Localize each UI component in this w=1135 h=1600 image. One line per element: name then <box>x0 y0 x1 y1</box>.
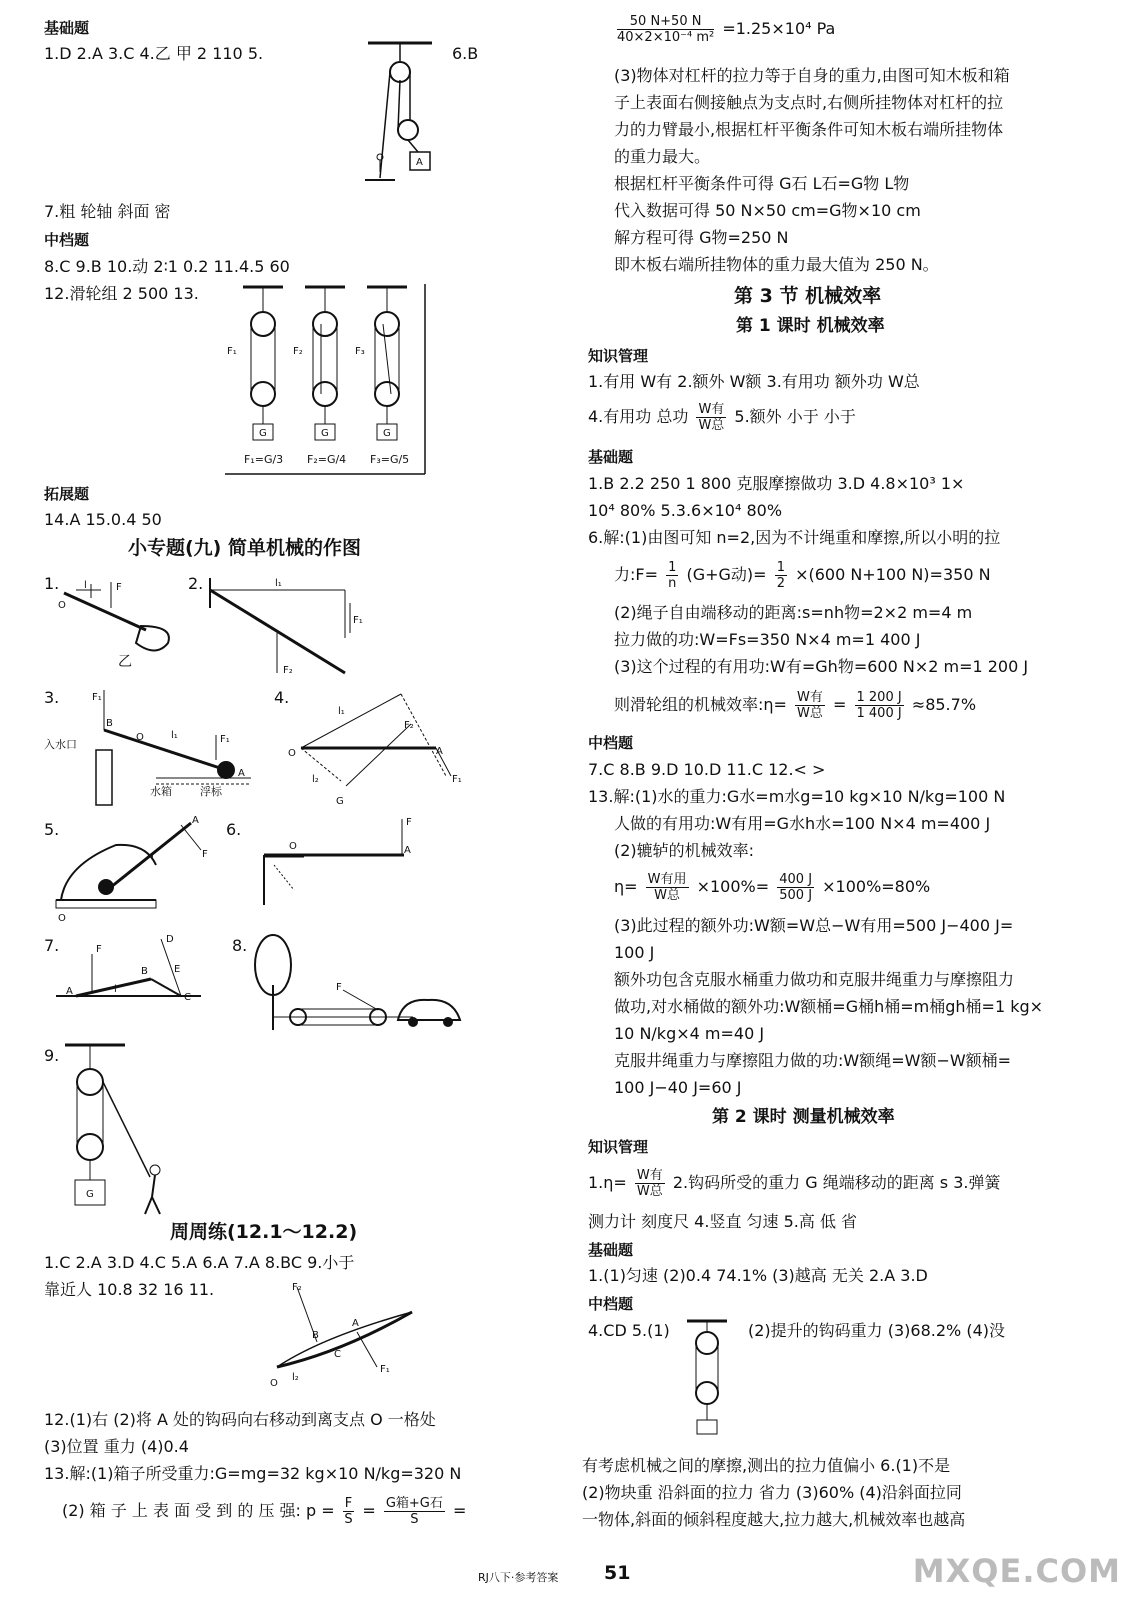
svg-text:D: D <box>166 934 174 945</box>
solution-p3-line-6: 代入数据可得 50 N×50 cm=G物×10 cm <box>614 201 921 220</box>
mid-2-line-2: 有考虑机械之间的摩擦,测出的拉力值偏小 6.(1)不是 <box>582 1456 951 1475</box>
fraction-useful-over-total-2: $\frac{\text{W有用}}{\text{W总}}$ <box>647 872 687 903</box>
mid-2-line-4: 一物体,斜面的倾斜程度越大,拉力越大,机械效率也越高 <box>582 1510 966 1529</box>
solution-13-line-3: (2)辘轳的机械效率: <box>614 841 755 860</box>
svg-text:A: A <box>416 157 423 168</box>
answer-13-prefix: (2) 箱 子 上 表 面 受 到 的 压 强: p = <box>62 1501 335 1520</box>
curved-lever-figure-11 <box>262 1282 422 1392</box>
svg-text:A: A <box>66 986 73 997</box>
svg-text:G: G <box>321 428 329 439</box>
solution-p3-line-3: 力的力臂最小,根据杠杆平衡条件可知木板右端所挂物体 <box>614 120 1004 139</box>
fig1-number: 1. <box>44 574 60 593</box>
basic-heading-right-2: 基础题 <box>588 1241 634 1259</box>
fig6-number: 6. <box>226 820 242 839</box>
solution-13-line-9: 10 N/kg×4 m=40 J <box>614 1024 765 1043</box>
svg-text:F₂: F₂ <box>292 1282 302 1293</box>
svg-text:B: B <box>106 718 113 729</box>
basic-right-2-line: 1.(1)匀速 (2)0.4 74.1% (3)越高 无关 2.A 3.D <box>588 1266 928 1285</box>
solution-13-line-2: 人做的有用功:W有用=G水h水=100 N×4 m=400 J <box>614 814 991 833</box>
fig13-label-2: F₂=G/4 <box>307 453 347 466</box>
svg-text:F₁: F₁ <box>452 774 462 785</box>
solution-p3-line-5: 根据杠杆平衡条件可得 G石 L石=G物 L物 <box>614 174 910 193</box>
solution-p3-line-1: (3)物体对杠杆的拉力等于自身的重力,由图可知木板和箱 <box>614 66 1010 85</box>
svg-text:F: F <box>96 944 102 955</box>
svg-text:C: C <box>184 992 191 1003</box>
svg-text:l₁: l₁ <box>338 706 345 717</box>
fig3-float-label: 浮标 <box>200 785 222 798</box>
footer-tag: RJ八下·参考答案 <box>478 1571 559 1584</box>
svg-text:l: l <box>84 580 87 591</box>
solution-13-line-1: 13.解:(1)水的重力:G水=m水g=10 kg×10 N/kg=100 N <box>588 787 1006 806</box>
solution-13-line-5: (3)此过程的额外功:W额=W总−W有用=500 J−400 J= <box>614 916 1014 935</box>
fig1-caption: 乙 <box>118 654 132 670</box>
svg-text:G: G <box>259 428 267 439</box>
fig3-inlet-label: 入水口 <box>44 738 77 751</box>
weekly-answers-2: 靠近人 10.8 32 16 11. <box>44 1280 215 1299</box>
fig8-number: 8. <box>232 936 248 955</box>
weekly-answers-1: 1.C 2.A 3.D 4.C 5.A 6.A 7.A 8.BC 9.小于 <box>44 1253 355 1272</box>
solution-p3-line-8: 即木板右端所挂物体的重力最大值为 250 N。 <box>614 255 939 274</box>
fig13-label-3: F₃=G/5 <box>370 453 410 466</box>
knowledge-2-line-2: 测力计 刻度尺 4.竖直 匀速 5.高 低 省 <box>588 1212 858 1231</box>
mid-heading: 中档题 <box>44 231 90 249</box>
pressure-result: $\frac{50 N+50 N}{\text{40×2×10⁻⁴ m²}}$ =1.25×10⁴ Pa <box>617 14 836 45</box>
fraction-1200-over-1400: $\frac{1 200 J}{1 400 J}$ <box>856 690 902 721</box>
svg-text:O: O <box>136 732 144 743</box>
fig7-number: 7. <box>44 936 60 955</box>
solution-p3-line-4: 的重力最大。 <box>614 147 711 166</box>
knowledge-line-1: 1.有用 W有 2.额外 W额 3.有用功 额外功 W总 <box>588 372 920 391</box>
answer-12-line-1: 12.(1)右 (2)将 A 处的钩码向右移动到离支点 O 一格处 <box>44 1410 436 1429</box>
lever-figure-5 <box>56 815 216 925</box>
svg-text:B: B <box>312 1330 319 1341</box>
svg-text:A: A <box>436 746 443 757</box>
solution-6-line-4: 拉力做的功:W=Fs=350 N×4 m=1 400 J <box>614 630 921 649</box>
weekly-title: 周周练(12.1～12.2) <box>170 1221 358 1243</box>
knowledge-line-2: 4.有用功 总功 $\frac{\text{W有}}{\text{W总}}$ 5.额外 小于 小于 <box>588 402 856 433</box>
svg-text:l: l <box>114 984 117 995</box>
svg-text:G: G <box>336 796 344 807</box>
pulley-figure-13 <box>225 284 425 474</box>
fig3-number: 3. <box>44 688 60 707</box>
svg-text:A: A <box>404 845 411 856</box>
svg-text:O: O <box>270 1378 278 1389</box>
knowledge-heading-2: 知识管理 <box>588 1138 649 1156</box>
fraction-useful-over-total: $\frac{\text{W有}}{\text{W总}}$ <box>797 690 823 721</box>
svg-text:O: O <box>58 600 66 611</box>
extension-heading: 拓展题 <box>44 485 90 503</box>
tree-car-figure-8 <box>248 930 473 1030</box>
svg-text:F: F <box>336 982 342 993</box>
pulley-figure-9 <box>60 1042 170 1217</box>
solution-6-line-6: 则滑轮组的机械效率:η= $\frac{\text{W有}}{\text{W总}}$ = $\frac{1 200 J}{1 400 J}$ ≈85.7% <box>614 690 977 721</box>
solution-13-line-8: 做功,对水桶做的额外功:W额桶=G桶h桶=m桶gh桶=1 kg× <box>614 997 1044 1016</box>
svg-text:G: G <box>383 428 391 439</box>
svg-text:F₂: F₂ <box>283 665 293 676</box>
mid-2-line-1-prefix: 4.CD 5.(1) <box>588 1321 670 1340</box>
solution-13-line-7: 额外功包含克服水桶重力做功和克服井绳重力与摩擦阻力 <box>614 970 1015 989</box>
fraction-f-over-s: $\frac{F}{S}$ <box>344 1496 353 1527</box>
svg-text:F: F <box>202 849 208 860</box>
fraction-g-over-s: $\frac{\text{G箱+G石}}{S}$ <box>385 1496 443 1527</box>
section-3-title: 第 3 节 机械效率 <box>734 285 882 307</box>
svg-text:A: A <box>192 815 199 826</box>
svg-text:C: C <box>334 1349 341 1360</box>
solution-p3-line-2: 子上表面右侧接触点为支点时,右侧所挂物体对杠杆的拉 <box>614 93 1004 112</box>
svg-text:l₂: l₂ <box>292 1372 299 1383</box>
lever-figure-7 <box>56 934 206 1009</box>
lever-figure-6 <box>244 815 424 910</box>
efficiency-fraction: $\frac{\text{W有}}{\text{W总}}$ <box>698 402 725 433</box>
solution-6-line-2: 力:F= $\frac{1}{n}$ (G+G动)= $\frac{1}{2}$ ×(600 N+100 N)=350 N <box>614 560 991 591</box>
fig3-tank-label: 水箱 <box>150 785 172 798</box>
svg-text:B: B <box>141 966 148 977</box>
knowledge-heading: 知识管理 <box>588 347 649 365</box>
svg-text:F: F <box>116 582 122 593</box>
basic-answer-6: 6.B <box>452 44 479 63</box>
mid-right-line-1: 7.C 8.B 9.D 10.D 11.C 12.< > <box>588 760 826 779</box>
fig4-number: 4. <box>274 688 290 707</box>
basic-answers: 1.D 2.A 3.C 4.乙 甲 2 110 5. <box>44 44 264 63</box>
solution-6-line-1: 6.解:(1)由图可知 n=2,因为不计绳重和摩擦,所以小明的拉 <box>588 528 1001 547</box>
watermark: MXQE.COM <box>912 1552 1121 1590</box>
solution-13-line-10: 克服井绳重力与摩擦阻力做的功:W额绳=W额−W额桶= <box>614 1051 1012 1070</box>
fig9-number: 9. <box>44 1046 60 1065</box>
pressure-fraction: $\frac{50 N+50 N}{\text{40×2×10⁻⁴ m²}}$ <box>617 14 715 45</box>
lesson-1-title: 第 1 课时 机械效率 <box>736 316 885 336</box>
basic-right-line-1: 1.B 2.2 250 1 800 克服摩擦做功 3.D 4.8×10³ 1× <box>588 474 965 493</box>
svg-text:E: E <box>174 964 181 975</box>
lesson-2-title: 第 2 课时 测量机械效率 <box>712 1107 895 1127</box>
svg-text:G: G <box>86 1189 94 1200</box>
answer-12-line-2: (3)位置 重力 (4)0.4 <box>44 1437 189 1456</box>
svg-text:F₁: F₁ <box>220 734 230 745</box>
svg-text:O: O <box>288 748 296 759</box>
pulley-figure-5-right <box>682 1318 732 1443</box>
extension-answers: 14.A 15.0.4 50 <box>44 510 162 529</box>
basic-heading-right: 基础题 <box>588 448 634 466</box>
svg-text:l₂: l₂ <box>312 774 319 785</box>
fig13-label-1: F₁=G/3 <box>244 453 284 466</box>
basic-right-line-2: 10⁴ 80% 5.3.6×10⁴ 80% <box>588 501 783 520</box>
answer-7: 7.粗 轮轴 斜面 密 <box>44 202 171 221</box>
svg-text:F₁: F₁ <box>227 346 237 357</box>
svg-text:F: F <box>406 817 412 828</box>
svg-text:F₁: F₁ <box>353 615 363 626</box>
fig2-number: 2. <box>188 574 204 593</box>
mid-answers-1: 8.C 9.B 10.动 2∶1 0.2 11.4.5 60 <box>44 257 290 276</box>
solution-6-line-5: (3)这个过程的有用功:W有=Gh物=600 N×2 m=1 200 J <box>614 657 1029 676</box>
svg-text:F₁: F₁ <box>380 1364 390 1375</box>
basic-heading: 基础题 <box>44 19 90 37</box>
lever-figure-2 <box>205 578 365 678</box>
mid-2-line-1-suffix: (2)提升的钩码重力 (3)68.2% (4)没 <box>748 1321 1005 1340</box>
mid-heading-right-2: 中档题 <box>588 1295 634 1313</box>
svg-text:F₁: F₁ <box>92 692 102 703</box>
shovel-figure-1 <box>56 578 176 668</box>
mid-2-line-3: (2)物块重 沿斜面的拉力 省力 (3)60% (4)沿斜面拉同 <box>582 1483 962 1502</box>
fraction-400-over-500: $\frac{400 J}{500 J}$ <box>779 872 813 903</box>
fraction-1-over-n: $\frac{1}{n}$ <box>668 560 677 591</box>
svg-text:O: O <box>289 841 297 852</box>
solution-13-line-4: η= $\frac{\text{W有用}}{\text{W总}}$ ×100%= $\frac{400 J}{500 J}$ ×100%=80% <box>614 872 931 903</box>
solution-13-line-6: 100 J <box>614 943 655 962</box>
answer-13-line-2: (2) 箱 子 上 表 面 受 到 的 压 强: p = $\frac{F}{S}$ = $\frac{\text{G箱+G石}}{S}$ = <box>62 1496 467 1527</box>
svg-text:F₂: F₂ <box>404 720 414 731</box>
page-number: 51 <box>604 1562 631 1584</box>
svg-text:l₁: l₁ <box>275 578 282 589</box>
fig5-number: 5. <box>44 820 60 839</box>
svg-text:F₂: F₂ <box>293 346 303 357</box>
svg-text:A: A <box>238 768 245 779</box>
mid-heading-right: 中档题 <box>588 734 634 752</box>
pulley-figure-5 <box>360 40 440 190</box>
answer-13-line-1: 13.解:(1)箱子所受重力:G=mg=32 kg×10 N/kg=320 N <box>44 1464 462 1483</box>
efficiency-fraction-2: $\frac{\text{W有}}{\text{W总}}$ <box>636 1168 663 1199</box>
lever-figure-4 <box>286 686 466 806</box>
svg-text:O: O <box>58 913 66 924</box>
solution-p3-line-7: 解方程可得 G物=250 N <box>614 228 789 247</box>
fraction-1-over-2: $\frac{1}{2}$ <box>776 560 785 591</box>
solution-13-line-11: 100 J−40 J=60 J <box>614 1078 742 1097</box>
svg-text:A: A <box>352 1318 359 1329</box>
svg-text:F₃: F₃ <box>355 346 365 357</box>
knowledge-2-line-1: 1.η= $\frac{\text{W有}}{\text{W总}}$ 2.钩码所受的重力 G 绳端移动的距离 s 3.弹簧 <box>588 1168 1001 1199</box>
mid-answers-2: 12.滑轮组 2 500 13. <box>44 284 199 303</box>
topic-title: 小专题(九) 简单机械的作图 <box>128 537 361 559</box>
solution-6-line-3: (2)绳子自由端移动的距离:s=nh物=2×2 m=4 m <box>614 603 973 622</box>
svg-text:l: l <box>151 852 154 863</box>
svg-text:l₁: l₁ <box>171 730 178 741</box>
